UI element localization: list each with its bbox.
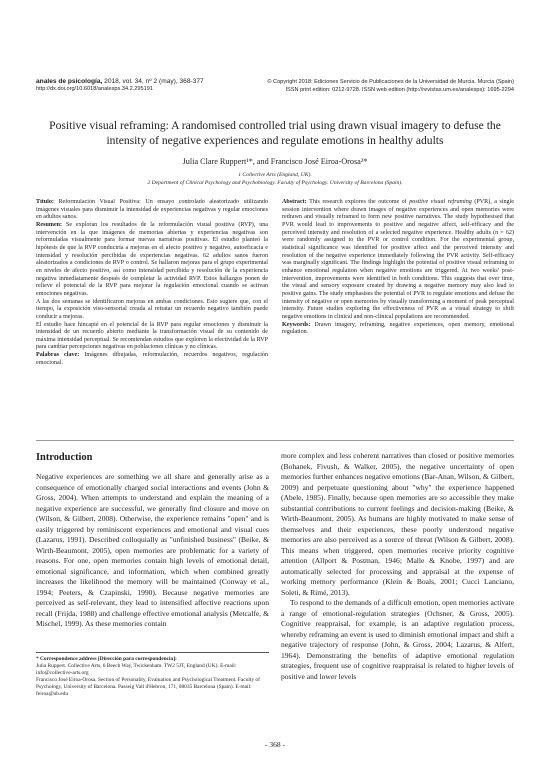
resumen-text: Se exploran los resultados de la reformulación visual positiva (RVP), una intervención en la que imágenes de memorias abiertas y experiencias negativas son reformuladas visualmente para formar nuevas narrativas positivas. El estudio planteó la hipótesis de que la RVP conduciría a mejoras en el afecto positivo y negativo, autoeficacia e intensidad y resolución percibidas de experiencias negativas. 62 adultos sanos fueron aleatorizados a condiciones de RVP o control. Se hallaron mejoras para el grupo experimental en niveles de afecto positivo, así como intensidad percibida y resolución de la experiencia negativa inmediatamente después de completar la actividad RVP. Estos hallazgos ponen de relieve el potencial de la RVP para mejorar la regulación emocional cuando se activan emociones negativas. xyxy=(36,221,268,297)
intro-paragraph-right-1: more complex and less coherent narratives than closed or positive memories (Bohanek, Fivush, & Walker, 2005), the negative uncertainty of open memories further enhances negative emotions (Bar-Anan, Wilson, & Gilbert, 2009) and perpetuate questioning about "why" the experience happened (Abele, 1985). Finally, because open memories are so accessible they make substantial contributions to current feelings and decision-making (Beike, & Wirth-Beaumont, 2005). As humans are highly motivated to make sense of themselves and their experiences, these poorly understood negative memories are also perceived as a source of threat (Wilson & Gilbert, 2008). This means when triggered, open memories receive priority cognitive attention (Allport & Postman, 1946; Malle & Knobe, 1997) and are automatically selected for processing and appraisal at the expense of working memory performance (Klein & Boals, 2001; Cucci Lanciano, Soleti, & Rimé, 2013). xyxy=(281,451,514,597)
journal-issue: 2018, vol. 34, nº 2 (may), 368-377 xyxy=(104,78,204,85)
abstract-spanish xyxy=(36,199,268,429)
affiliations xyxy=(36,172,514,187)
resumen-text-3: El estudio hace hincapié en el potencial de la RVP para regular emociones y disminuir la intensidad de un recuerdo abierto mediante la transformación visual de su contenido de máxima intensidad perceptual. Se recomiendan estudios que exploren la efectividad de la RVP para cambiar percepciones negativas en poblaciones clínicas y no clínicas. xyxy=(36,321,268,351)
abstract-italic: positive visual reframing xyxy=(409,199,472,205)
affiliation-2: 2 Department of Clinical Psychology and Psychobiology. Faculty of Psychology. University of Barcelona (Spain). xyxy=(147,179,403,186)
section-heading-introduction: Introduction xyxy=(36,452,93,463)
keywords-label: Keywords: xyxy=(282,321,311,328)
abstract-divider xyxy=(36,440,514,441)
intro-paragraph-right-2: To respond to the demands of a difficult emotion, open memories activate a range of emotional-regulation strategies (Ochsner, & Gross, 2005). Cognitive reappraisal, for example, is an adaptive regulation process, whereby reframing an event is used to diminish emotional impact and shift a negative trajectory of response (John, & Gross, 2004; Lazarus, & Alfert, 1964). Demonstrating the benefits of adaptive emotional regulation strategies, frequent use of cognitive reappraisal is related to higher levels of positive and lower levels xyxy=(281,598,514,681)
abstract-text-1: This research explores the outcome of xyxy=(309,199,407,205)
keywords-text: Drawn imagery, reframing, negative experiences, open memory, emotional regulation. xyxy=(282,321,514,336)
footnote-line-1: Julia Ruppert. Collective Arts, 6 Beech Way, Twickenham. TW2 5JT, England (UK). E-mail: info@collective-arts.org xyxy=(36,663,237,677)
body-column-right xyxy=(281,451,514,715)
palabras-clave-label: Palabras clave: xyxy=(36,352,80,359)
page-number: - 368 - xyxy=(265,740,285,749)
footnote-label: * Correspondence address [Dirección para correspondencia]: xyxy=(36,656,177,662)
body-column-left xyxy=(36,451,269,637)
affiliation-1: 1 Collective Arts (England, UK). xyxy=(238,172,312,178)
copyright-block xyxy=(267,78,514,94)
journal-name: anales de psicología, 2018, vol. 34, nº 2 (may), 368-377 xyxy=(36,78,204,85)
copyright-line: © Copyright 2018: Ediciones Servicio de Publicaciones de la Universidad de Murcia. Murcia (Spain) xyxy=(267,79,514,85)
article-authors: Julia Clare Ruppert¹*, and Francisco José Eiroa-Orosa²* xyxy=(182,157,368,166)
titulo-label: Título: xyxy=(36,199,54,205)
resumen-label: Resumen: xyxy=(36,221,63,228)
abstract-text-2: (PVR), a single session intervention where drawn images of negative experiences and open memories were redrawn and visually reframed to form new positive narratives. The study hypothesised that PVR would lead to improvements to positive and negative affect, self-efficacy and the perceived intensity and resolution of a selected negative experience. Healthy adults (n = 62) were randomly assigned to the PVR or control condition. For the experimental group, statistical significance was identified for positive affect and the perceived intensity and resolution of the negative experience immediately following the PVR activity. Self-efficacy was marginally significant. The findings highlight the potential of positive visual reframing to enhance emotional regulation when negative emotions are triggered. At two weeks' post-intervention, improvements were identified in both conditions. This suggests that over time, the visual and sensory exposure created by drawing a negative memory may also lead to positive gains. The study emphasises the potential of PVR to regulate emotions and defuse the intensity of negative or open memories by visually transforming a moment of peak perceptual intensity. Future studies exploring the effectiveness of PVR as a visual strategy to shift negative emotions in clinical and non-clinical populations are recommended. xyxy=(282,199,514,320)
abstract-english xyxy=(282,199,514,389)
correspondence-footnote xyxy=(36,652,269,699)
abstract-label: Abstract: xyxy=(282,199,307,205)
article-title: Positive visual reframing: A randomised controlled trial using drawn visual imagery to defuse the intensity of negative experiences and regulate emotions in healthy adults xyxy=(49,119,501,147)
intro-paragraph-left: Negative experiences are something we all share and generally arise as a consequence of emotionally charged social interactions and events (John & Gross, 2004). When attempts to understand and explain the meaning of a negative experience are successful, we generally find closure and move on (Wilson, & Gilbert, 2008). Otherwise, the experience remains "open" and is easily triggered by reminiscent experiences and emotional and visual cues (Lazarus, 1991). Described colloquially as "unfinished business" (Beike, & Wirth-Beaumont, 2005), open memories are problematic for a variety of reasons. For one, open memories contain high levels of emotional detail, emotional significance, and information, which when combined greatly increases the likelihood the memory will be maintained (Conway et al., 1994; Peeters, & Czapinski, 1990). Because negative memories are perceived as self-relevant, they lead to intensified affective reactions upon recall (Frijda, 1988) and challenge effective emotional analysis (Metcalfe, & Mischel, 1999). As these memories contain xyxy=(36,472,269,628)
footnote-line-2: Francisco José Eiroa-Orosa. Section of Personality, Evaluation and Psychological Treatment. Faculty of Psychology, University of Barcelona. Passeig Vall d'Hebron, 171, 08035 Barcelona (Spain). E-mail: feiroa@ub.edu xyxy=(36,677,260,698)
resumen-text-2: A las dos semanas se identificaron mejoras en ambas condiciones. Esto sugiere que, con el tiempo, la exposición viso-sensorial creada al retratar un recuerdo negativo también puede conducir a mejoras. xyxy=(36,298,268,320)
doi-link[interactable]: http://dx.doi.org/10.6018/analesps.34.2.295191 xyxy=(36,86,153,92)
issn-line: ISSN print edition: 0212-9728. ISSN web edition (http://revistas.um.es/analesps): 1695-2294 xyxy=(285,87,514,93)
titulo-text: Reformulación Visual Positiva: Un ensayo controlado aleatorizado utilizando imágenes visuales para disminuir la intensidad de experiencias negativas y regular emociones en adultos sanos. xyxy=(36,199,268,221)
palabras-clave-text: Imágenes dibujadas, reformulación, recuerdos negativos, regulación emocional. xyxy=(36,352,268,366)
journal-header xyxy=(36,78,514,93)
